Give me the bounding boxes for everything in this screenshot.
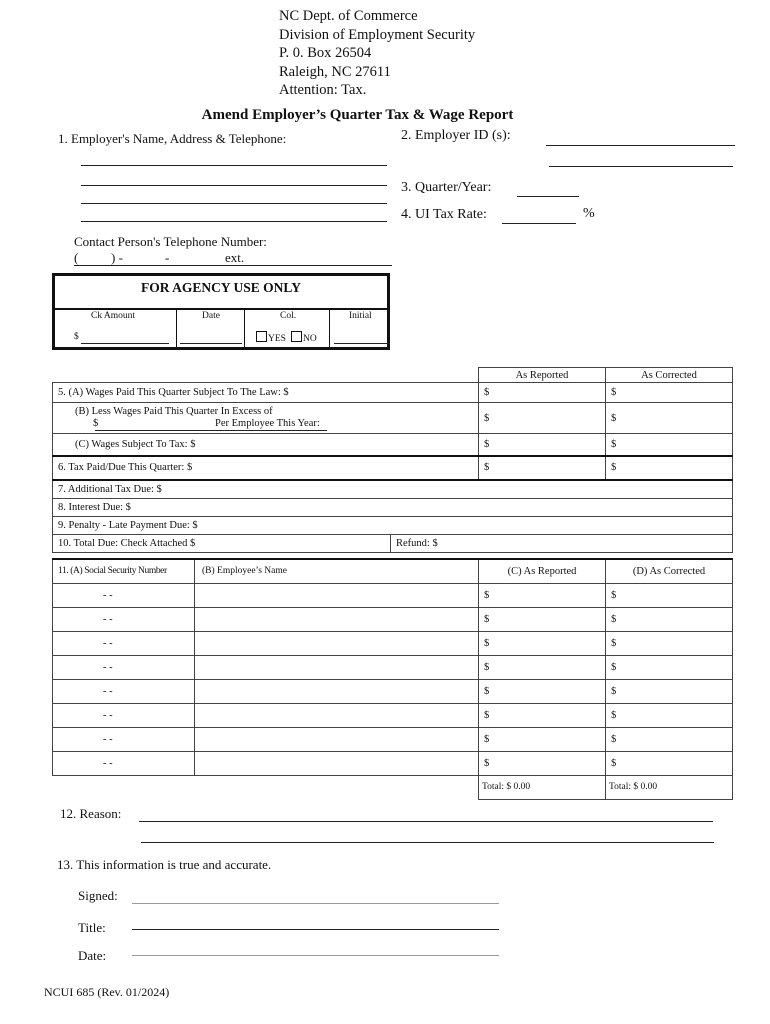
row-5a-corrected[interactable]: $ [606, 383, 733, 403]
title-line[interactable] [132, 929, 499, 930]
contact-phone-ext: ext. [225, 250, 245, 265]
employer-id-label: 2. Employer ID (s): [401, 128, 511, 143]
row-7-label[interactable]: 7. Additional Tax Due: $ [53, 480, 733, 499]
employee-name-cell[interactable] [195, 751, 479, 775]
yes-label: YES [268, 334, 286, 344]
title-label: Title: [78, 920, 106, 935]
agency-divider [176, 308, 177, 347]
row-5b-line-2 [75, 418, 478, 430]
total-corrected: Total: $ 0.00 [606, 775, 733, 799]
employer-id-line-2[interactable] [549, 166, 733, 167]
ssn-cell[interactable]: - - [53, 703, 195, 727]
wage-table [52, 367, 733, 553]
row-5b-text: Per Employee This Year: [215, 418, 320, 429]
employee-name-cell[interactable] [195, 583, 479, 607]
signature-line[interactable] [132, 903, 499, 904]
col-label: Col. [280, 311, 297, 321]
employee-row [53, 607, 733, 631]
corrected-cell[interactable]: $ [606, 655, 733, 679]
form-title: Amend Employer’s Quarter Tax & Wage Report [201, 107, 514, 123]
row-8-label[interactable]: 8. Interest Due: $ [53, 499, 733, 517]
ssn-cell[interactable]: - - [53, 679, 195, 703]
row-5b-line-1: (B) Less Wages Paid This Quarter In Excess of [75, 406, 273, 417]
reported-cell[interactable]: $ [479, 751, 606, 775]
no-label: NO [303, 334, 317, 344]
row-5a-label: 5. (A) Wages Paid This Quarter Subject To The Law: $ [53, 383, 479, 403]
date-label: Date [202, 311, 220, 321]
employee-row [53, 679, 733, 703]
refund-label[interactable]: Refund: $ [391, 535, 733, 553]
row-5c-label: (C) Wages Subject To Tax: $ [53, 434, 479, 456]
ssn-cell[interactable]: - - [53, 727, 195, 751]
date-line[interactable] [180, 343, 242, 344]
employee-name-cell[interactable] [195, 631, 479, 655]
employee-row [53, 751, 733, 775]
employee-table [52, 558, 733, 800]
ck-amount-line[interactable] [81, 343, 169, 344]
employer-address-line[interactable] [81, 203, 387, 204]
employee-name-cell[interactable] [195, 655, 479, 679]
agency-divider [329, 308, 330, 347]
employee-name-cell[interactable] [195, 727, 479, 751]
row-5a-reported[interactable]: $ [479, 383, 606, 403]
row-5b-corrected[interactable]: $ [606, 403, 733, 434]
corrected-cell[interactable]: $ [606, 703, 733, 727]
employee-row [53, 727, 733, 751]
ui-tax-rate-line[interactable] [502, 223, 576, 224]
row-5b-label [53, 403, 479, 434]
employee-name-cell[interactable] [195, 679, 479, 703]
row-9-label[interactable]: 9. Penalty - Late Payment Due: $ [53, 517, 733, 535]
reported-cell[interactable]: $ [479, 655, 606, 679]
corrected-cell[interactable]: $ [606, 751, 733, 775]
agency-use-header: FOR AGENCY USE ONLY [55, 276, 387, 310]
ssn-cell[interactable]: - - [53, 631, 195, 655]
row-5b-dollar: $ [93, 418, 99, 429]
form-number: NCUI 685 (Rev. 01/2024) [44, 985, 170, 999]
contact-phone-area: ( [74, 250, 79, 265]
employer-telephone-line[interactable] [81, 221, 387, 222]
employee-row [53, 583, 733, 607]
as-reported-header: As Reported [479, 368, 606, 383]
reported-cell[interactable]: $ [479, 583, 606, 607]
address-line-1: NC Dept. of Commerce [279, 8, 418, 24]
col-d-header: (D) As Corrected [606, 559, 733, 583]
row-6-corrected[interactable]: $ [606, 456, 733, 480]
reported-cell[interactable]: $ [479, 679, 606, 703]
col-yes-option[interactable] [256, 331, 286, 344]
employee-name-cell[interactable] [195, 607, 479, 631]
row-6-reported[interactable]: $ [479, 456, 606, 480]
wage-header-spacer [53, 368, 479, 383]
employee-name-header: (B) Employee’s Name [195, 559, 479, 583]
employee-row [53, 631, 733, 655]
agency-use-box [52, 273, 390, 350]
contact-phone-line[interactable] [74, 265, 392, 266]
no-checkbox[interactable] [291, 331, 302, 342]
ck-amount-label: Ck Amount [91, 311, 136, 321]
as-corrected-header: As Corrected [606, 368, 733, 383]
employer-id-line-1[interactable] [546, 145, 735, 146]
row-5c-corrected[interactable]: $ [606, 434, 733, 456]
row-5b-reported[interactable]: $ [479, 403, 606, 434]
quarter-year-line[interactable] [517, 196, 579, 197]
reported-cell[interactable]: $ [479, 703, 606, 727]
date-line[interactable] [132, 955, 499, 956]
corrected-cell[interactable]: $ [606, 679, 733, 703]
row-6-label: 6. Tax Paid/Due This Quarter: $ [53, 456, 479, 480]
employer-name-line-1[interactable] [81, 165, 387, 166]
quarter-year-label: 3. Quarter/Year: [401, 180, 492, 195]
ssn-cell[interactable]: - - [53, 751, 195, 775]
reason-line-2[interactable] [141, 842, 714, 843]
reported-cell[interactable]: $ [479, 631, 606, 655]
date-label-bottom: Date: [78, 948, 107, 963]
yes-checkbox[interactable] [256, 331, 267, 342]
agency-divider [244, 308, 245, 347]
employer-name-line-2[interactable] [81, 185, 387, 186]
address-line-3: P. 0. Box 26504 [279, 45, 372, 61]
corrected-cell[interactable]: $ [606, 631, 733, 655]
ssn-cell[interactable]: - - [53, 607, 195, 631]
reason-label: 12. Reason: [60, 806, 122, 821]
reported-cell[interactable]: $ [479, 607, 606, 631]
corrected-cell[interactable]: $ [606, 727, 733, 751]
row-5c-reported[interactable]: $ [479, 434, 606, 456]
employee-row [53, 703, 733, 727]
ssn-header: 11. (A) Social Security Number [53, 559, 195, 583]
ssn-cell[interactable]: - - [53, 583, 195, 607]
contact-phone-label: Contact Person's Telephone Number: [74, 234, 267, 249]
reported-cell[interactable]: $ [479, 727, 606, 751]
signed-label: Signed: [78, 888, 118, 903]
initial-label: Initial [349, 311, 372, 321]
ssn-cell[interactable]: - - [53, 655, 195, 679]
employee-row [53, 655, 733, 679]
total-reported: Total: $ 0.00 [479, 775, 606, 799]
corrected-cell[interactable]: $ [606, 583, 733, 607]
contact-phone-dash: - [165, 250, 170, 265]
employee-rows [53, 583, 733, 775]
percent-sign: % [583, 206, 595, 221]
reason-line-1[interactable] [139, 821, 713, 822]
address-line-4: Raleigh, NC 27611 [279, 63, 391, 80]
col-c-header: (C) As Reported [479, 559, 606, 583]
employer-name-label: 1. Employer's Name, Address & Telephone: [58, 131, 287, 146]
ui-tax-rate-label: 4. UI Tax Rate: [401, 207, 487, 222]
address-line-5: Attention: Tax. [279, 82, 367, 98]
row-10-label[interactable]: 10. Total Due: Check Attached $ [53, 535, 391, 553]
ck-amount-dollar: $ [74, 332, 79, 342]
employee-name-cell[interactable] [195, 703, 479, 727]
totals-spacer [53, 775, 479, 799]
initial-line[interactable] [334, 343, 390, 344]
col-no-option[interactable] [291, 331, 317, 344]
address-line-2: Division of Employment Security [279, 26, 476, 43]
corrected-cell[interactable]: $ [606, 607, 733, 631]
contact-phone-close: ) - [111, 250, 123, 265]
attestation-statement: 13. This information is true and accurate. [57, 857, 272, 872]
agency-address [279, 7, 475, 100]
row-5b-excess-line[interactable] [95, 430, 327, 431]
